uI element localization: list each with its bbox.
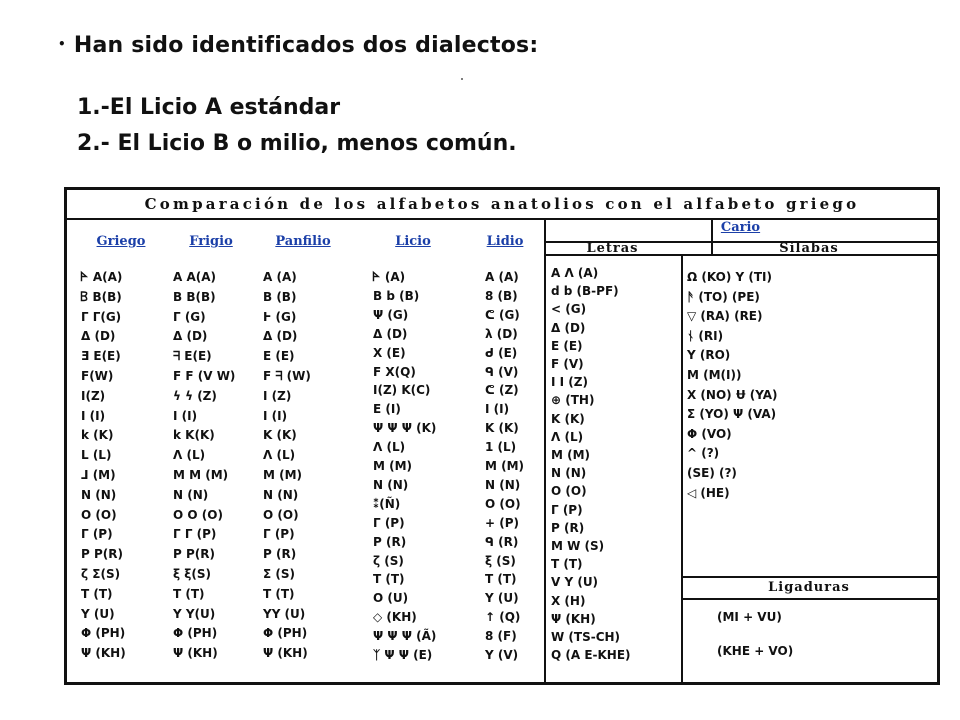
panfilio-glyph-entry: Δ (D) xyxy=(263,329,298,344)
panfilio-glyph-entry: ΥΥ (U) xyxy=(263,606,306,621)
silabas-glyph-entry: ◁ (HE) xyxy=(687,485,730,500)
licio-glyph-entry: Λ (L) xyxy=(373,440,406,455)
silabas-glyph-entry: Y (RO) xyxy=(687,348,731,363)
frigio-glyph-entry: Ψ (KH) xyxy=(173,646,218,661)
panfilio-glyph-entry: Γ (P) xyxy=(263,527,295,542)
lidio-glyph-entry: N (N) xyxy=(485,477,521,492)
griego-glyph-entry: ζ Σ(S) xyxy=(81,567,121,581)
panfilio-glyph-entry: M (M) xyxy=(263,468,303,482)
licio-glyph-entry: Ψ Ψ Ψ (Ã) xyxy=(373,629,437,644)
silabas-glyph-entry: ᚫ (TO) (PE) xyxy=(687,289,760,304)
column-header-licio: Licio xyxy=(395,234,431,249)
griego-glyph-entry: k (K) xyxy=(81,428,114,443)
frigio-glyph-entry: I (I) xyxy=(173,408,198,423)
licio-glyph-entry: T (T) xyxy=(373,572,405,587)
licio-glyph-entry: Ψ Ψ Ψ (K) xyxy=(373,421,437,436)
griego-glyph-entry: 𐊀 A(A) xyxy=(81,270,123,284)
lidio-glyph-entry: 1 (L) xyxy=(485,440,517,455)
griego-glyph-entry: I (I) xyxy=(81,408,106,423)
panfilio-glyph-entry: E (E) xyxy=(263,349,295,364)
licio-glyph-entry: 𐊀 (A) xyxy=(373,270,406,284)
silabas-glyph-entry: (SE) (?) xyxy=(687,466,737,480)
dot-mark xyxy=(461,78,463,80)
bullet-text: Han sido identificados dos dialectos: xyxy=(73,33,539,58)
letras-glyph-entry: K (K) xyxy=(551,411,585,426)
column-header-griego: Griego xyxy=(96,234,146,249)
lidio-glyph-entry: T (T) xyxy=(485,572,517,587)
letras-glyph-entry: X (H) xyxy=(551,593,586,608)
panfilio-glyph-entry: Φ (PH) xyxy=(263,626,308,641)
lidio-glyph-entry: ᕦ (Z) xyxy=(485,383,519,398)
frigio-glyph-entry: B B(B) xyxy=(173,289,216,304)
frigio-glyph-entry: N (N) xyxy=(173,487,209,502)
column-header-lidio: Lidio xyxy=(486,234,524,249)
lidio-glyph-entry: I (I) xyxy=(485,402,510,417)
table-title: Comparación de los alfabetos anatolios con el alfabeto griego xyxy=(67,190,937,220)
letras-glyph-entry: E (E) xyxy=(551,338,583,353)
lidio-glyph-entry: ᑫ (V) xyxy=(485,364,519,379)
frigio-glyph-entry: Λ (L) xyxy=(173,448,206,463)
panfilio-glyph-entry: B (B) xyxy=(263,289,297,304)
silabas-glyph-entry: ▽ (RA) (RE) xyxy=(687,309,763,324)
letras-glyph-entry: < (G) xyxy=(551,302,587,317)
licio-glyph-entry: F X(Q) xyxy=(373,364,416,379)
lidio-glyph-entry: ξ (S) xyxy=(485,553,516,568)
frigio-glyph-entry: F F (V W) xyxy=(173,369,236,383)
griego-glyph-entry: N (N) xyxy=(81,487,117,502)
licio-glyph-entry: P (R) xyxy=(373,534,407,549)
frigio-glyph-entry: T (T) xyxy=(173,586,205,601)
frigio-glyph-entry: Γ (G) xyxy=(173,309,206,324)
licio-glyph-entry: ◇ (KH) xyxy=(373,610,417,625)
licio-glyph-entry: N (N) xyxy=(373,477,409,492)
letras-glyph-entry: M W (S) xyxy=(551,539,605,553)
letras-glyph-entry: V Υ (U) xyxy=(551,575,599,590)
griego-glyph-entry: Υ (U) xyxy=(81,606,115,621)
column-header-panfilio: Panfilio xyxy=(275,234,331,249)
letras-glyph-entry: ⊕ (TH) xyxy=(551,393,595,408)
frigio-glyph-entry: ᖷ E(E) xyxy=(173,349,212,364)
frigio-glyph-entry: P P(R) xyxy=(173,547,215,562)
ligadura-entry: (KHE + VO) xyxy=(717,644,794,658)
griego-glyph-entry: ᒥ Γ(G) xyxy=(81,309,122,324)
letras-glyph-entry: d b (B-PF) xyxy=(551,284,619,299)
panfilio-glyph-entry: Ⱶ (G) xyxy=(263,309,297,324)
bullet-heading xyxy=(58,33,538,58)
letras-glyph-entry: Δ (D) xyxy=(551,320,586,335)
silabas-glyph-entry: Ω (KO) Υ (TI) xyxy=(687,270,772,284)
letras-glyph-entry: W (TS-CH) xyxy=(551,630,621,644)
frigio-glyph-entry: Φ (PH) xyxy=(173,626,218,641)
licio-glyph-entry: Δ (D) xyxy=(373,326,408,341)
letras-glyph-entry: Λ (L) xyxy=(551,429,584,444)
panfilio-glyph-entry: I (Z) xyxy=(263,388,292,403)
silabas-glyph-entry: Σ (YO) Ψ (VA) xyxy=(687,407,777,422)
lidio-glyph-entry: ᑯ (E) xyxy=(485,345,518,360)
letras-glyph-entry: F (V) xyxy=(551,357,584,371)
griego-glyph-entry: Δ (D) xyxy=(81,329,116,344)
frigio-glyph-entry: Δ (D) xyxy=(173,329,208,344)
letras-glyph-entry: N (N) xyxy=(551,466,587,481)
panfilio-glyph-entry: Σ (S) xyxy=(263,567,295,581)
panfilio-glyph-entry: Ψ (KH) xyxy=(263,646,308,661)
griego-glyph-entry: O (O) xyxy=(81,507,117,522)
lidio-glyph-entry: λ (D) xyxy=(485,326,518,341)
panfilio-glyph-entry: A (A) xyxy=(263,270,297,284)
subheader-letras: Letras xyxy=(586,241,639,256)
alphabet-comparison-table xyxy=(64,187,940,685)
panfilio-glyph-entry: T (T) xyxy=(263,586,295,601)
frigio-glyph-entry: A A(A) xyxy=(173,270,217,284)
letras-glyph-entry: Ψ (KH) xyxy=(551,611,596,626)
licio-glyph-entry: O (U) xyxy=(373,591,409,606)
frigio-glyph-entry: O O (O) xyxy=(173,507,223,522)
panfilio-glyph-entry: K (K) xyxy=(263,428,297,443)
panfilio-glyph-entry: F ᖷ (W) xyxy=(263,369,311,383)
lidio-glyph-entry: 8 (F) xyxy=(485,629,517,644)
lidio-glyph-entry: M (M) xyxy=(485,459,525,473)
licio-glyph-entry: I(Z) K(C) xyxy=(373,383,431,398)
panfilio-glyph-entry: N (N) xyxy=(263,487,299,502)
lidio-glyph-entry: K (K) xyxy=(485,421,519,436)
griego-glyph-entry: P P(R) xyxy=(81,547,123,562)
lidio-glyph-entry: Υ (V) xyxy=(485,648,519,662)
silabas-glyph-entry: M (M(I)) xyxy=(687,368,742,382)
silabas-glyph-entry: ᚾ (RI) xyxy=(687,328,724,343)
letras-glyph-entry: P (R) xyxy=(551,520,585,535)
glyph-grid xyxy=(67,190,943,688)
panfilio-glyph-entry: Λ (L) xyxy=(263,448,296,463)
letras-glyph-entry: A ᐱ (A) xyxy=(551,266,599,280)
subheader-silabas: Sílabas xyxy=(779,241,839,256)
griego-glyph-entry: L (L) xyxy=(81,448,112,463)
griego-glyph-entry: Ψ (KH) xyxy=(81,646,126,661)
lidio-glyph-entry: ᕦ (G) xyxy=(485,307,520,322)
silabas-glyph-entry: ^ (?) xyxy=(687,446,720,461)
letras-glyph-entry: M (M) xyxy=(551,448,591,462)
griego-glyph-entry: Ǝ E(E) xyxy=(81,349,121,364)
frigio-glyph-entry: Γ Γ (P) xyxy=(173,527,217,542)
lidio-glyph-entry: ᑫ (R) xyxy=(485,534,519,549)
griego-glyph-entry: Γ (P) xyxy=(81,527,113,542)
griego-glyph-entry: 𐊂 B(B) xyxy=(81,289,122,304)
frigio-glyph-entry: Υ Υ(U) xyxy=(173,606,216,621)
licio-glyph-entry: M (M) xyxy=(373,459,413,473)
frigio-glyph-entry: M M (M) xyxy=(173,468,229,482)
griego-glyph-entry: I(Z) xyxy=(81,388,106,403)
lidio-glyph-entry: O (O) xyxy=(485,496,521,511)
lidio-glyph-entry: 8 (B) xyxy=(485,288,518,303)
licio-glyph-entry: ᛉ Ψ Ψ (E) xyxy=(373,648,433,662)
panfilio-glyph-entry: P (R) xyxy=(263,547,297,562)
lidio-glyph-entry: + (P) xyxy=(485,515,519,530)
griego-glyph-entry: F(W) xyxy=(81,369,114,383)
dialect-item-1: 1.-El Licio A estándar xyxy=(77,95,341,120)
letras-glyph-entry: Γ (P) xyxy=(551,502,583,517)
frigio-glyph-entry: ϟ ϟ (Z) xyxy=(173,388,217,403)
panfilio-glyph-entry: O (O) xyxy=(263,507,299,522)
licio-glyph-entry: E (I) xyxy=(373,402,401,417)
panfilio-glyph-entry: I (I) xyxy=(263,408,288,423)
licio-glyph-entry: Ψ (G) xyxy=(373,307,409,322)
subheader-ligaduras: Ligaduras xyxy=(768,580,850,595)
letras-glyph-entry: Q (A E-KHE) xyxy=(551,648,631,663)
letras-glyph-entry: O (O) xyxy=(551,484,587,499)
licio-glyph-entry: X (E) xyxy=(373,345,406,360)
letras-glyph-entry: T (T) xyxy=(551,557,583,572)
griego-glyph-entry: ᒧ (M) xyxy=(81,468,116,482)
silabas-glyph-entry: X (NO) Ʉ (YA) xyxy=(687,387,778,402)
licio-glyph-entry: B b (B) xyxy=(373,288,420,303)
licio-glyph-entry: ζ (S) xyxy=(373,553,404,568)
licio-glyph-entry: Γ (P) xyxy=(373,515,405,530)
griego-glyph-entry: T (T) xyxy=(81,586,113,601)
lidio-glyph-entry: Υ (U) xyxy=(485,591,519,606)
ligadura-entry: (MI + VU) xyxy=(717,610,782,624)
licio-glyph-entry: ⁑(Ñ) xyxy=(373,496,401,511)
column-header-frigio: Frigio xyxy=(189,234,233,249)
frigio-glyph-entry: k K(K) xyxy=(173,428,215,443)
dialect-item-2: 2.- El Licio B o milio, menos común. xyxy=(77,131,517,156)
letras-glyph-entry: I I (Z) xyxy=(551,375,588,390)
lidio-glyph-entry: ↑ (Q) xyxy=(485,610,521,625)
silabas-glyph-entry: Φ (VO) xyxy=(687,426,732,441)
lidio-glyph-entry: A (A) xyxy=(485,270,519,284)
column-header-cario: Cario xyxy=(720,220,761,235)
bullet-dot: • xyxy=(58,37,66,51)
griego-glyph-entry: Φ (PH) xyxy=(81,626,126,641)
frigio-glyph-entry: ξ ξ(S) xyxy=(173,567,211,581)
